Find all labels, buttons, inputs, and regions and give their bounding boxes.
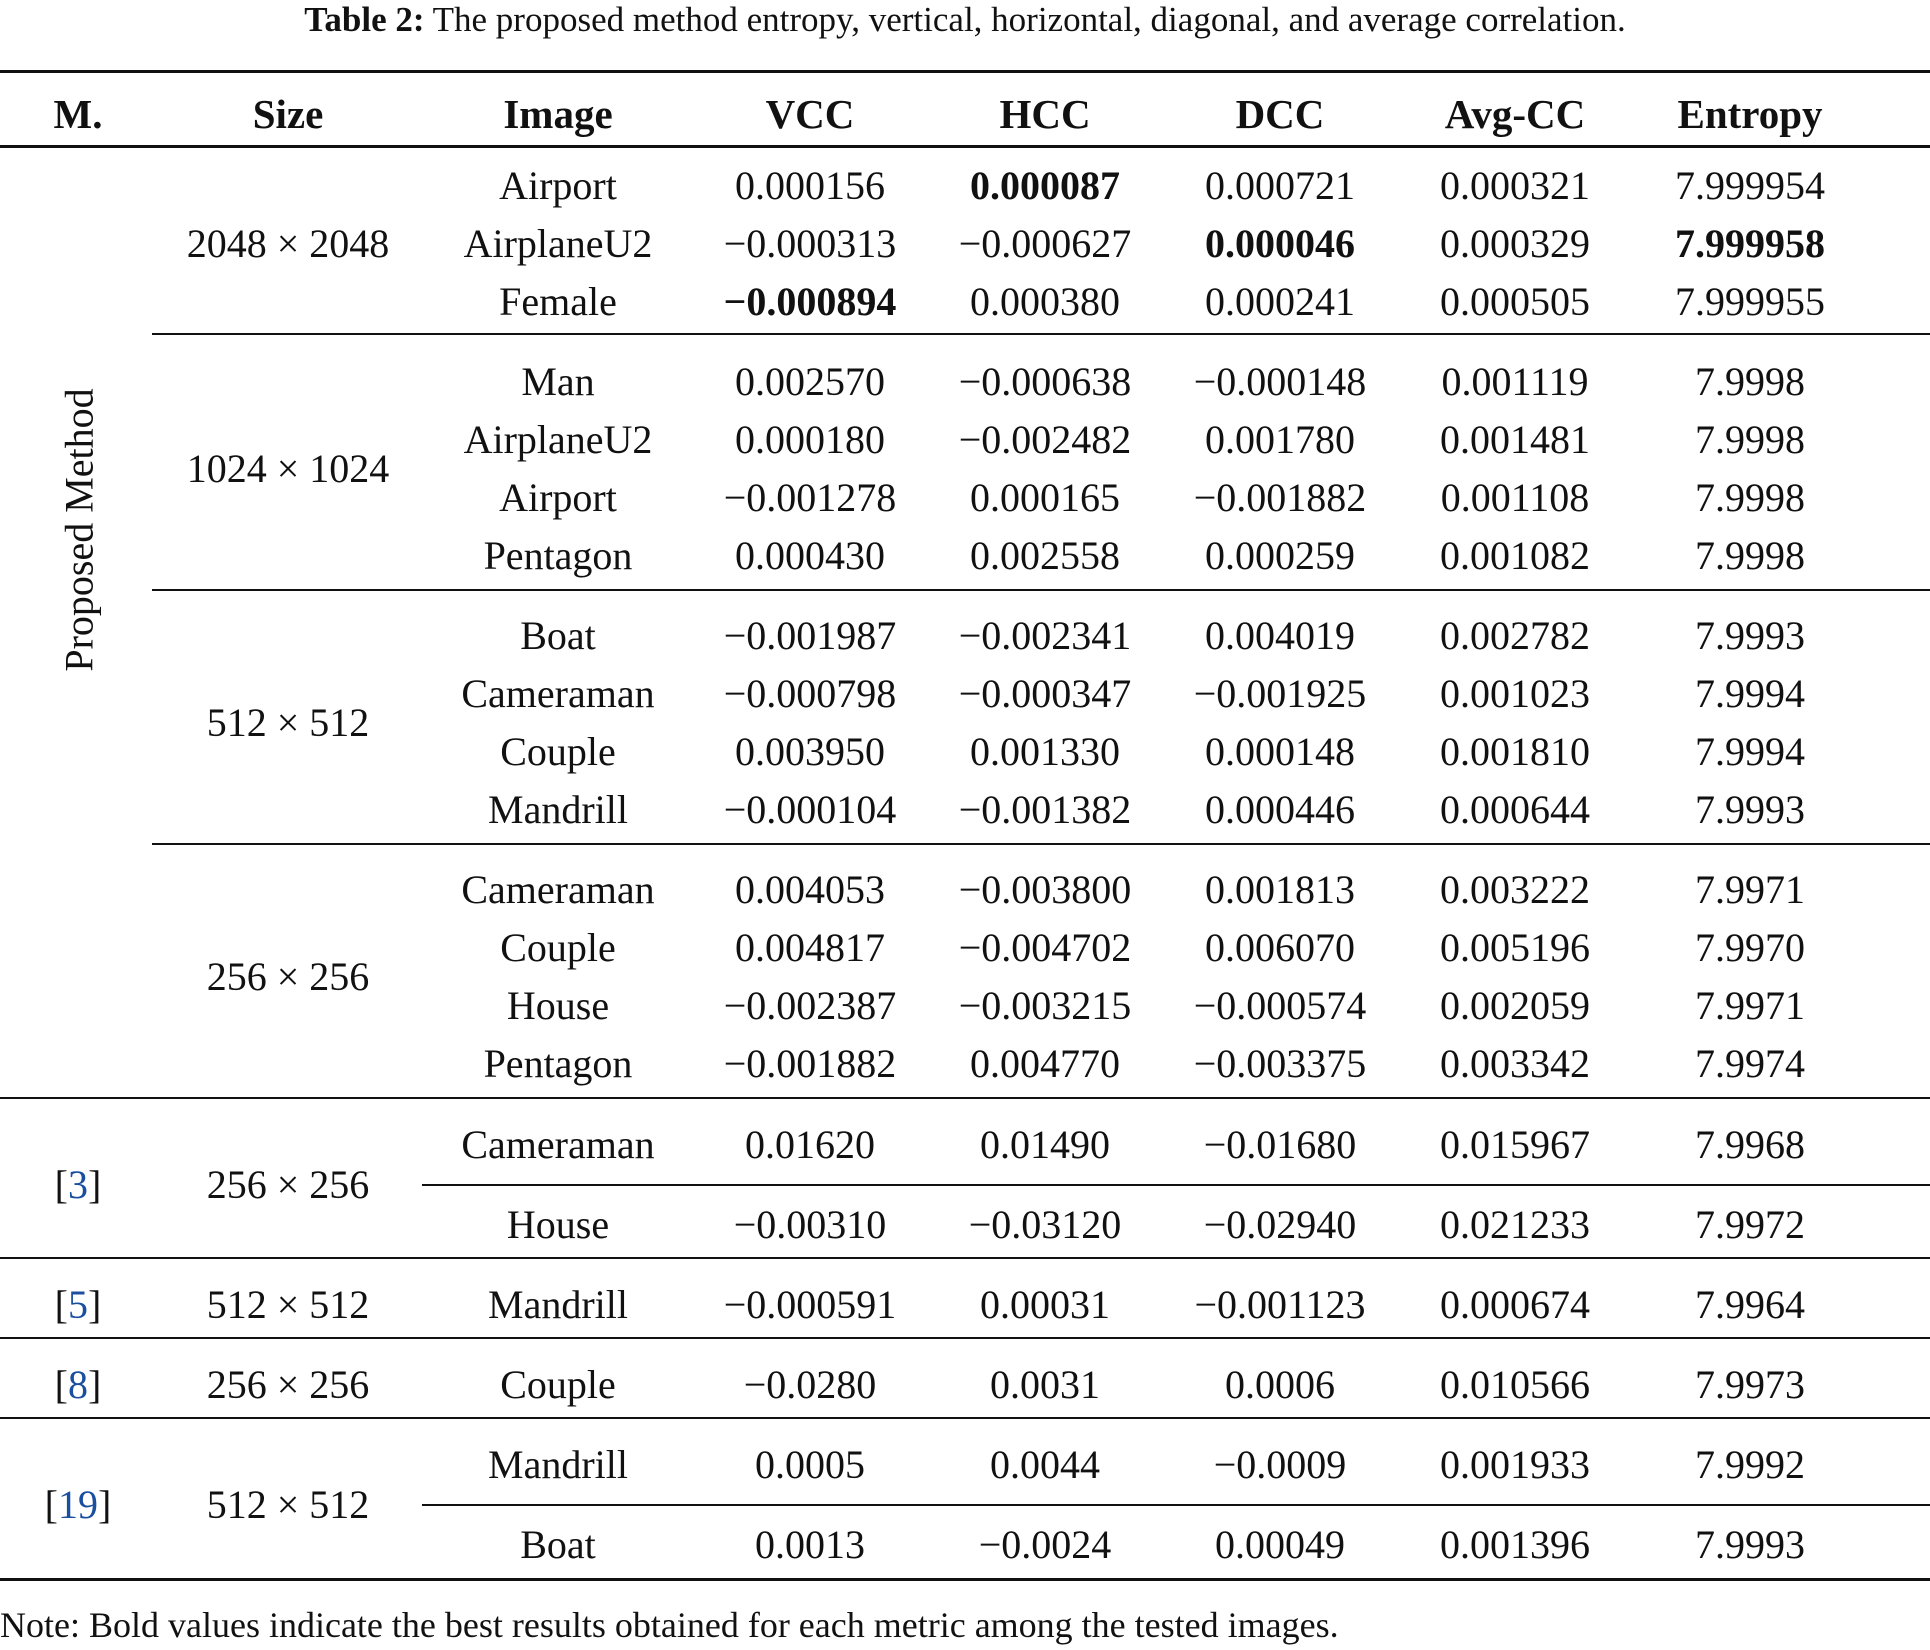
cell-size: 512 × 512: [206, 700, 370, 745]
bracket-close: ]: [88, 1162, 102, 1207]
cell-avg: 0.003222: [1440, 867, 1590, 912]
table-rule: [0, 1097, 1930, 1099]
citation-cell: [3, 1157, 153, 1213]
cell-dcc: 0.00049: [1215, 1522, 1345, 1567]
cell-entropy: 7.9973: [1695, 1362, 1805, 1407]
citation-link[interactable]: 19: [58, 1482, 98, 1527]
cell-hcc: 0.001330: [970, 729, 1120, 774]
cell-avg: 0.001481: [1440, 417, 1590, 462]
cell-image: Cameraman: [461, 671, 655, 716]
cell-vcc: −0.000798: [723, 671, 897, 716]
cell-entropy: 7.9998: [1695, 359, 1805, 404]
cell-hcc: −0.001382: [958, 787, 1132, 832]
column-header-vcc: VCC: [765, 91, 855, 137]
table-rule: [0, 145, 1930, 148]
cell-image: Cameraman: [461, 1122, 655, 1167]
cell-entropy: 7.999954: [1675, 163, 1825, 208]
cell-vcc: −0.00310: [733, 1202, 887, 1247]
bracket-open: [: [44, 1482, 58, 1527]
cell-vcc: 0.01620: [745, 1122, 875, 1167]
bracket-close: ]: [88, 1282, 102, 1327]
bracket-open: [: [54, 1162, 68, 1207]
cell-dcc: −0.001882: [1193, 475, 1367, 520]
method-label: Proposed Method: [56, 388, 102, 672]
cell-vcc: 0.000430: [735, 533, 885, 578]
cell-hcc: −0.002341: [958, 613, 1132, 658]
cell-avg: 0.021233: [1440, 1202, 1590, 1247]
cell-vcc: 0.004053: [735, 867, 885, 912]
cell-vcc: 0.002570: [735, 359, 885, 404]
cell-hcc: −0.003800: [958, 867, 1132, 912]
cell-dcc: −0.01680: [1203, 1122, 1357, 1167]
column-header-entropy: Entropy: [1677, 91, 1823, 137]
cell-entropy: 7.9993: [1695, 613, 1805, 658]
cell-image: Pentagon: [483, 1041, 633, 1086]
cell-avg: 0.003342: [1440, 1041, 1590, 1086]
bracket-close: ]: [88, 1362, 102, 1407]
cell-vcc: −0.000894: [723, 279, 897, 324]
caption-label: Table 2:: [304, 0, 425, 39]
cell-avg: 0.001810: [1440, 729, 1590, 774]
cell-dcc: −0.0009: [1213, 1442, 1347, 1487]
cell-dcc: 0.000148: [1205, 729, 1355, 774]
cell-avg: 0.000329: [1440, 221, 1590, 266]
cell-dcc: 0.000259: [1205, 533, 1355, 578]
table-rule: [0, 1578, 1930, 1581]
cell-hcc: −0.002482: [958, 417, 1132, 462]
cell-entropy: 7.9964: [1695, 1282, 1805, 1327]
cell-entropy: 7.9994: [1695, 671, 1805, 716]
cell-avg: 0.010566: [1440, 1362, 1590, 1407]
cell-image: Pentagon: [483, 533, 633, 578]
cell-vcc: −0.000104: [723, 787, 897, 832]
cell-size: 256 × 256: [206, 1162, 370, 1207]
cell-vcc: 0.000156: [735, 163, 885, 208]
cell-hcc: 0.0044: [990, 1442, 1100, 1487]
cell-hcc: 0.000165: [970, 475, 1120, 520]
cell-dcc: −0.001123: [1194, 1282, 1366, 1327]
cell-size: 512 × 512: [206, 1282, 370, 1327]
cell-entropy: 7.9994: [1695, 729, 1805, 774]
cell-entropy: 7.999955: [1675, 279, 1825, 324]
table-note: Note: Bold values indicate the best results obtained for each metric among the tested images.: [0, 1605, 1339, 1645]
cell-entropy: 7.9970: [1695, 925, 1805, 970]
cell-avg: 0.002059: [1440, 983, 1590, 1028]
cell-entropy: 7.9993: [1695, 1522, 1805, 1567]
cell-image: Mandrill: [488, 1442, 628, 1487]
cell-entropy: 7.999958: [1675, 221, 1825, 266]
citation-cell: [3, 1277, 153, 1333]
cell-avg: 0.002782: [1440, 613, 1590, 658]
cell-avg: 0.001108: [1440, 475, 1590, 520]
cell-avg: 0.000321: [1440, 163, 1590, 208]
cell-dcc: 0.004019: [1205, 613, 1355, 658]
cell-dcc: −0.02940: [1203, 1202, 1357, 1247]
cell-vcc: −0.001882: [723, 1041, 897, 1086]
cell-image: Female: [499, 279, 617, 324]
cell-avg: 0.005196: [1440, 925, 1590, 970]
citation-link[interactable]: 8: [68, 1362, 88, 1407]
cell-entropy: 7.9998: [1695, 533, 1805, 578]
cell-entropy: 7.9972: [1695, 1202, 1805, 1247]
cell-avg: 0.000505: [1440, 279, 1590, 324]
cell-image: Mandrill: [488, 1282, 628, 1327]
cell-avg: 0.001933: [1440, 1442, 1590, 1487]
cell-entropy: 7.9968: [1695, 1122, 1805, 1167]
cell-image: Mandrill: [488, 787, 628, 832]
table-rule: [422, 1504, 1930, 1506]
cell-hcc: 0.000087: [970, 163, 1120, 208]
cell-image: Boat: [520, 1522, 596, 1567]
cell-entropy: 7.9992: [1695, 1442, 1805, 1487]
cell-avg: 0.001023: [1440, 671, 1590, 716]
cell-image: House: [506, 983, 610, 1028]
cell-vcc: −0.001987: [723, 613, 897, 658]
table-rule: [0, 1337, 1930, 1339]
cell-image: AirplaneU2: [463, 221, 653, 266]
table-rule: [0, 1257, 1930, 1259]
cell-avg: 0.001082: [1440, 533, 1590, 578]
cell-entropy: 7.9971: [1695, 867, 1805, 912]
cell-avg: 0.000674: [1440, 1282, 1590, 1327]
cell-hcc: 0.000380: [970, 279, 1120, 324]
citation-link[interactable]: 3: [68, 1162, 88, 1207]
cell-hcc: 0.004770: [970, 1041, 1120, 1086]
table-rule: [0, 70, 1930, 73]
cell-dcc: −0.003375: [1193, 1041, 1367, 1086]
cell-entropy: 7.9998: [1695, 417, 1805, 462]
cell-vcc: 0.0013: [755, 1522, 865, 1567]
cell-dcc: 0.000721: [1205, 163, 1355, 208]
cell-hcc: −0.003215: [958, 983, 1132, 1028]
table-rule: [152, 843, 1930, 845]
cell-vcc: 0.0005: [755, 1442, 865, 1487]
cell-image: Airport: [499, 163, 617, 208]
cell-hcc: −0.004702: [958, 925, 1132, 970]
cell-avg: 0.015967: [1440, 1122, 1590, 1167]
cell-vcc: 0.000180: [735, 417, 885, 462]
cell-avg: 0.001119: [1441, 359, 1589, 404]
cell-dcc: 0.001813: [1205, 867, 1355, 912]
table-caption: [0, 0, 1930, 40]
cell-image: AirplaneU2: [463, 417, 653, 462]
cell-size: 256 × 256: [206, 954, 370, 999]
cell-vcc: −0.000313: [723, 221, 897, 266]
cell-image: House: [506, 1202, 610, 1247]
cell-dcc: −0.000148: [1193, 359, 1367, 404]
column-header-dcc: DCC: [1235, 91, 1325, 137]
cell-image: Couple: [500, 925, 616, 970]
column-header-avg: Avg-CC: [1444, 91, 1586, 137]
cell-dcc: 0.001780: [1205, 417, 1355, 462]
cell-image: Couple: [500, 1362, 616, 1407]
cell-size: 512 × 512: [206, 1482, 370, 1527]
citation-cell: [3, 1477, 153, 1533]
cell-image: Couple: [500, 729, 616, 774]
cell-dcc: −0.001925: [1193, 671, 1367, 716]
cell-vcc: 0.003950: [735, 729, 885, 774]
cell-size: 2048 × 2048: [186, 221, 390, 266]
cell-entropy: 7.9998: [1695, 475, 1805, 520]
cell-dcc: 0.000046: [1205, 221, 1355, 266]
cell-hcc: 0.0031: [990, 1362, 1100, 1407]
cell-hcc: 0.01490: [980, 1122, 1110, 1167]
column-header-hcc: HCC: [999, 91, 1091, 137]
cell-dcc: 0.000446: [1205, 787, 1355, 832]
cell-entropy: 7.9971: [1695, 983, 1805, 1028]
cell-hcc: −0.000638: [958, 359, 1132, 404]
table-rule: [0, 1417, 1930, 1419]
citation-link[interactable]: 5: [68, 1282, 88, 1327]
column-header-m: M.: [53, 91, 103, 137]
cell-vcc: −0.001278: [723, 475, 897, 520]
caption-text: The proposed method entropy, vertical, horizontal, diagonal, and average correlation.: [424, 0, 1626, 39]
cell-entropy: 7.9993: [1695, 787, 1805, 832]
cell-hcc: −0.03120: [968, 1202, 1122, 1247]
cell-dcc: −0.000574: [1193, 983, 1367, 1028]
column-header-size: Size: [252, 91, 324, 137]
cell-entropy: 7.9974: [1695, 1041, 1805, 1086]
bracket-open: [: [54, 1362, 68, 1407]
cell-hcc: −0.000627: [958, 221, 1132, 266]
bracket-close: ]: [98, 1482, 112, 1527]
cell-hcc: 0.00031: [980, 1282, 1110, 1327]
cell-vcc: 0.004817: [735, 925, 885, 970]
cell-hcc: 0.002558: [970, 533, 1120, 578]
cell-dcc: 0.000241: [1205, 279, 1355, 324]
bracket-open: [: [54, 1282, 68, 1327]
table-rule: [152, 589, 1930, 591]
table-rule: [422, 1184, 1930, 1186]
table-rule: [152, 333, 1930, 335]
cell-dcc: 0.0006: [1225, 1362, 1335, 1407]
citation-cell: [3, 1357, 153, 1413]
cell-size: 256 × 256: [206, 1362, 370, 1407]
cell-hcc: −0.0024: [978, 1522, 1112, 1567]
cell-avg: 0.000644: [1440, 787, 1590, 832]
cell-image: Cameraman: [461, 867, 655, 912]
cell-image: Airport: [499, 475, 617, 520]
cell-dcc: 0.006070: [1205, 925, 1355, 970]
cell-image: Boat: [520, 613, 596, 658]
cell-avg: 0.001396: [1440, 1522, 1590, 1567]
cell-size: 1024 × 1024: [186, 446, 390, 491]
cell-vcc: −0.002387: [723, 983, 897, 1028]
column-header-image: Image: [503, 91, 613, 137]
cell-vcc: −0.000591: [723, 1282, 897, 1327]
cell-image: Man: [521, 359, 595, 404]
cell-vcc: −0.0280: [743, 1362, 877, 1407]
cell-hcc: −0.000347: [958, 671, 1132, 716]
